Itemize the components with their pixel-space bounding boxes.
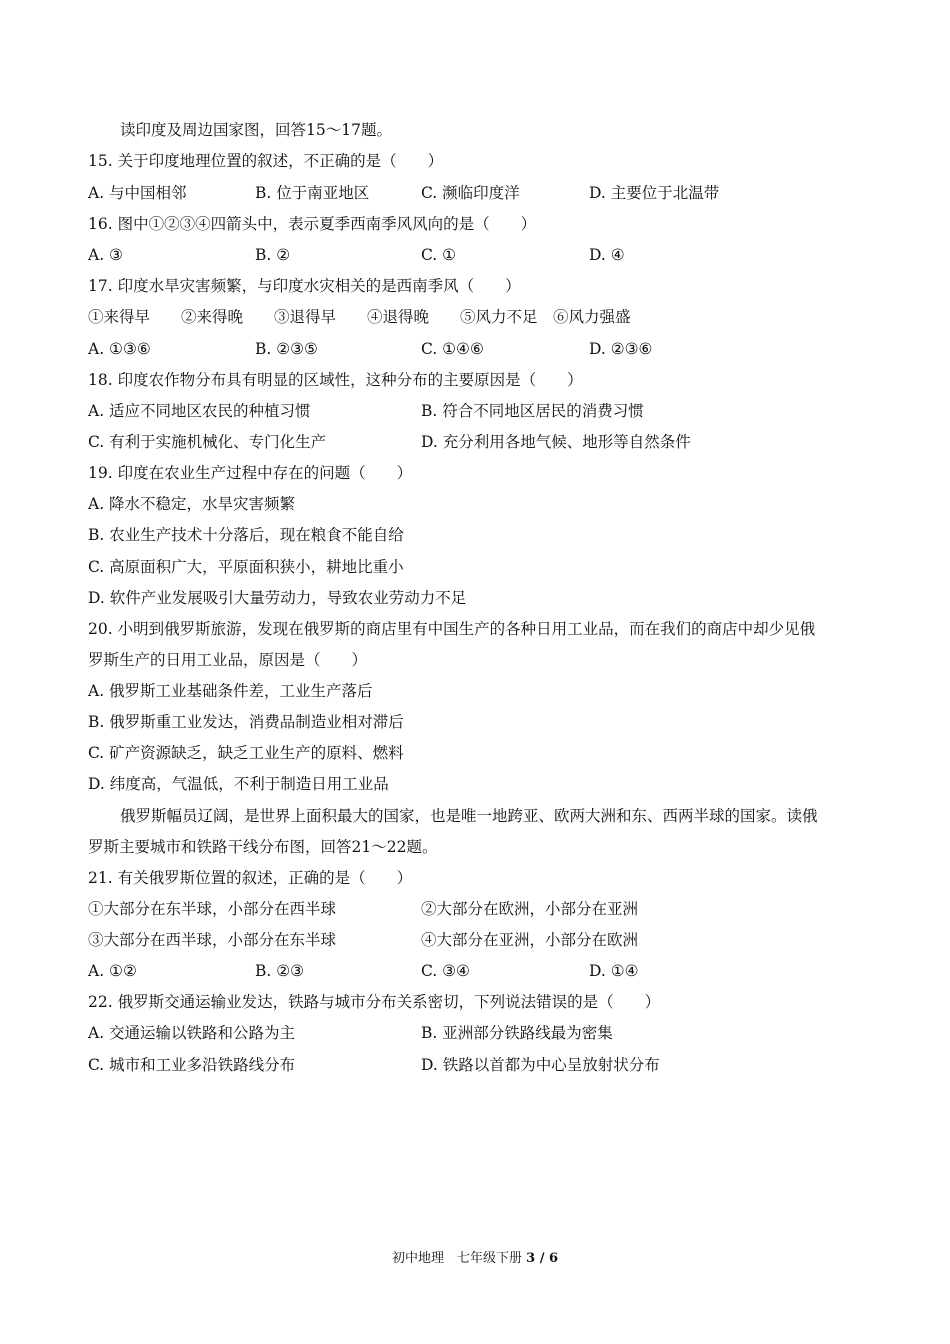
q20-option-a: A. 俄罗斯工业基础条件差，工业生产落后 xyxy=(88,682,373,700)
q16-option-a: A. ③ xyxy=(88,246,123,264)
q17-option-c: C. ①④⑥ xyxy=(421,340,484,358)
q21-option-c: C. ③④ xyxy=(421,962,470,980)
intro-russia-line2: 罗斯主要城市和铁路干线分布图，回答21～22题。 xyxy=(88,838,438,856)
q20-option-b: B. 俄罗斯重工业发达，消费品制造业相对滞后 xyxy=(88,713,404,731)
q15-option-b: B. 位于南亚地区 xyxy=(255,184,370,202)
q21-stem: 21. 有关俄罗斯位置的叙述，正确的是（ ） xyxy=(88,869,413,887)
q22-option-b: B. 亚洲部分铁路线最为密集 xyxy=(421,1024,613,1042)
q17-items: ①来得早 ②来得晚 ③退得早 ④退得晚 ⑤风力不足 ⑥风力强盛 xyxy=(88,308,631,326)
q16-option-b: B. ② xyxy=(255,246,291,264)
footer-subject: 初中地理 七年级下册 xyxy=(391,1251,522,1266)
q17-option-d: D. ②③⑥ xyxy=(589,340,653,358)
q18-option-a: A. 适应不同地区农民的种植习惯 xyxy=(88,402,311,420)
q22-option-d: D. 铁路以首都为中心呈放射状分布 xyxy=(421,1056,660,1074)
q19-option-b: B. 农业生产技术十分落后，现在粮食不能自给 xyxy=(88,526,404,544)
q16-stem: 16. 图中①②③④四箭头中，表示夏季西南季风风向的是（ ） xyxy=(88,215,537,233)
q21-option-d: D. ①④ xyxy=(589,962,639,980)
q22-option-a: A. 交通运输以铁路和公路为主 xyxy=(88,1024,296,1042)
q16-option-c: C. ① xyxy=(421,246,457,264)
intro-russia-line1: 俄罗斯幅员辽阔，是世界上面积最大的国家，也是唯一地跨亚、欧两大洲和东、西两半球的国家。读俄 xyxy=(120,807,818,825)
q22-option-c: C. 城市和工业多沿铁路线分布 xyxy=(88,1056,296,1074)
q21-item-4: ④大部分在亚洲，小部分在欧洲 xyxy=(421,931,639,949)
q18-option-b: B. 符合不同地区居民的消费习惯 xyxy=(421,402,644,420)
q15-option-d: D. 主要位于北温带 xyxy=(589,184,720,202)
q18-stem: 18. 印度农作物分布具有明显的区域性，这种分布的主要原因是（ ） xyxy=(88,371,583,389)
q20-option-c: C. 矿产资源缺乏，缺乏工业生产的原料、燃料 xyxy=(88,744,404,762)
q19-option-c: C. 高原面积广大，平原面积狭小，耕地比重小 xyxy=(88,558,404,576)
q20-stem-line2: 罗斯生产的日用工业品，原因是（ ） xyxy=(88,651,368,669)
q15-option-c: C. 濒临印度洋 xyxy=(421,184,520,202)
q19-option-d: D. 软件产业发展吸引大量劳动力，导致农业劳动力不足 xyxy=(88,589,467,607)
q17-option-a: A. ①③⑥ xyxy=(88,340,151,358)
q21-option-a: A. ①② xyxy=(88,962,137,980)
q15-option-a: A. 与中国相邻 xyxy=(88,184,187,202)
q17-option-b: B. ②③⑤ xyxy=(255,340,318,358)
q20-option-d: D. 纬度高，气温低，不利于制造日用工业品 xyxy=(88,775,389,793)
q19-stem: 19. 印度在农业生产过程中存在的问题（ ） xyxy=(88,464,413,482)
q18-option-c: C. 有利于实施机械化、专门化生产 xyxy=(88,433,327,451)
q20-stem-line1: 20. 小明到俄罗斯旅游，发现在俄罗斯的商店里有中国生产的各种日用工业品，而在我们的商店中却少见俄 xyxy=(88,620,816,638)
q21-item-2: ②大部分在欧洲，小部分在亚洲 xyxy=(421,900,639,918)
page-footer xyxy=(0,1250,950,1268)
q21-option-b: B. ②③ xyxy=(255,962,305,980)
q21-item-3: ③大部分在西半球，小部分在东半球 xyxy=(88,931,337,949)
intro-india-map: 读印度及周边国家图，回答15～17题。 xyxy=(120,121,392,139)
q22-stem: 22. 俄罗斯交通运输业发达，铁路与城市分布关系密切，下列说法错误的是（ ） xyxy=(88,993,661,1011)
footer-page-number: 3 / 6 xyxy=(526,1251,559,1266)
q19-option-a: A. 降水不稳定，水旱灾害频繁 xyxy=(88,495,296,513)
q18-option-d: D. 充分利用各地气候、地形等自然条件 xyxy=(421,433,691,451)
q17-stem: 17. 印度水旱灾害频繁，与印度水灾相关的是西南季风（ ） xyxy=(88,277,521,295)
q16-option-d: D. ④ xyxy=(589,246,625,264)
q15-stem: 15. 关于印度地理位置的叙述，不正确的是（ ） xyxy=(88,152,444,170)
q21-item-1: ①大部分在东半球，小部分在西半球 xyxy=(88,900,337,918)
